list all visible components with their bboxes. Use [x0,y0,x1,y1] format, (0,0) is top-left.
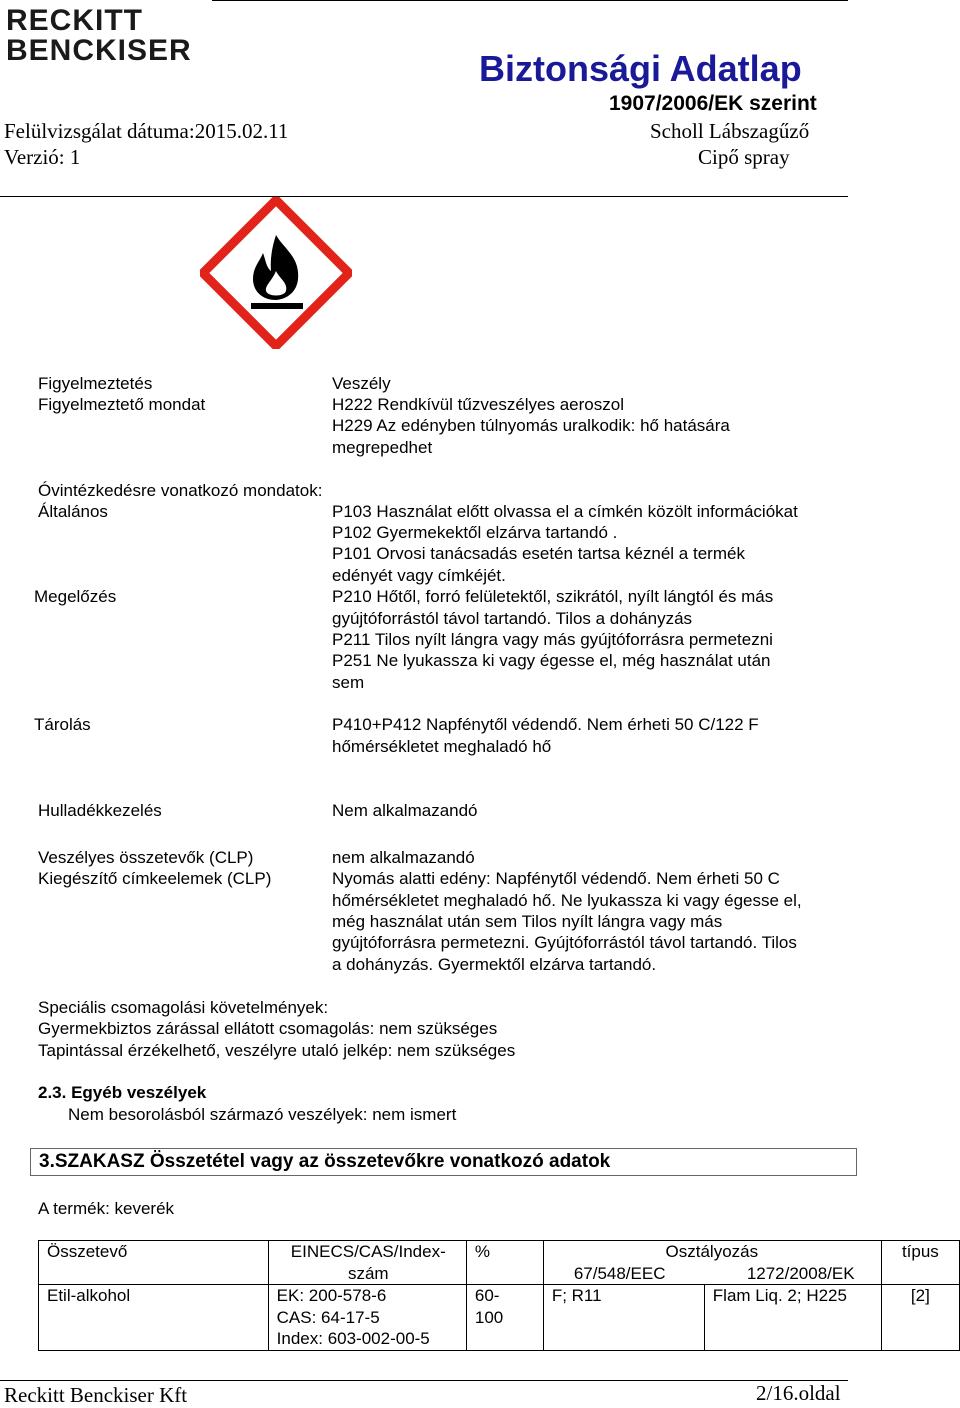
clp-supplementary-line: gyújtóforrásra permetezni. Gyújtóforrástól távol tartandó. Tilos [332,933,797,952]
header-reg: 1272/2008/EK [746,1263,855,1283]
packaging-tactile-warning: Tapintással érzékelhető, veszélyre utaló jelkép: nem szükséges [38,1041,516,1060]
header-type: típus [881,1241,959,1285]
clp-supplementary-line: Nyomás alatti edény: Napfénytől védendő. Nem érheti 50 C [332,869,780,888]
prevention-label: Megelőzés [34,587,117,606]
signal-word-value: Veszély [332,374,391,393]
footer-rule [0,1380,848,1381]
header-ids: EINECS/CAS/Index- szám [268,1241,466,1285]
prevention-line: P211 Tilos nyílt lángra vagy más gyújtóforrásra permetezni [332,630,773,649]
logo-line1: RECKITT [6,4,143,37]
revision-date: Felülvizsgálat dátuma:2015.02.11 [4,119,289,143]
flame-ghs-icon [200,197,352,349]
prevention-line: P251 Ne lyukassza ki vagy égesse el, még használat után [332,651,771,670]
header-bottom-rule [0,196,848,197]
cell-type: [2] [881,1285,959,1351]
cell-ids: EK: 200-578-6 CAS: 64-17-5 Index: 603-002-00-5 [268,1285,466,1351]
waste-label: Hulladékkezelés [38,801,162,820]
header-dir: 67/548/EEC [573,1263,666,1283]
regulation-reference: 1907/2006/EK szerint [609,92,817,115]
clp-hazardous-value: nem alkalmazandó [332,848,475,867]
document-title: Biztonsági Adatlap [479,48,802,89]
version: Verzió: 1 [4,145,81,169]
hazard-statement: H222 Rendkívül tűzveszélyes aeroszol [332,395,624,414]
section3-title: 3.SZAKASZ Összetétel vagy az összetevőkre vonatkozó adatok [39,1151,611,1172]
section3-title-box [30,1148,857,1176]
composition-table [38,1240,960,1351]
packaging-heading: Speciális csomagolási követelmények: [38,998,329,1017]
cell-percent: 60- 100 [466,1285,543,1351]
product-type: A termék: keverék [38,1199,175,1218]
general-line: P102 Gyermekektől elzárva tartandó . [332,523,618,542]
signal-word-label: Figyelmeztetés [38,374,153,393]
company-logo [6,6,192,66]
table-header-row [39,1241,960,1285]
storage-line: P410+P412 Napfénytől védendő. Nem érheti 50 C/122 F [332,715,759,734]
clp-supplementary-label: Kiegészítő címkeelemek (CLP) [38,869,272,888]
cell-component: Etil-alkohol [39,1285,269,1351]
product-name-line2: Cipő spray [698,145,790,169]
storage-line: hőmérsékletet meghaladó hő [332,737,552,756]
footer-company: Reckitt Benckiser Kft [4,1383,188,1407]
clp-supplementary-line: a dohányzás. Gyermektől elzárva tartandó. [332,955,657,974]
footer-page-number: 2/16.oldal [756,1381,841,1405]
header-classification: Osztályozás 67/548/EEC 1272/2008/EK [543,1241,881,1285]
clp-supplementary-line: még használat után sem Tilos nyílt lángra vagy más [332,912,723,931]
cell-reg: Flam Liq. 2; H225 [704,1285,881,1351]
clp-supplementary-line: hőmérsékletet meghaladó hő. Ne lyukassza ki vagy égesse el, [332,891,802,910]
clp-hazardous-label: Veszélyes összetevők (CLP) [38,848,254,867]
precaution-heading: Óvintézkedésre vonatkozó mondatok: [38,481,323,500]
cell-dir: F; R11 [543,1285,704,1351]
header-percent: % [466,1241,543,1285]
other-hazards-heading: 2.3. Egyéb veszélyek [38,1083,207,1102]
prevention-line: sem [332,673,365,692]
other-hazards-text: Nem besorolásból származó veszélyek: nem ismert [68,1105,457,1124]
general-line: P103 Használat előtt olvassa el a címkén közölt információkat [332,502,798,521]
prevention-line: gyújtóforrástól távol tartandó. Tilos a dohányzás [332,609,693,628]
waste-value: Nem alkalmazandó [332,801,478,820]
logo-line2: BENCKISER [6,34,192,67]
hazard-statement-label: Figyelmeztető mondat [38,395,206,414]
header-top-rule [212,0,848,1]
packaging-child-resistant: Gyermekbiztos zárással ellátott csomagolás: nem szükséges [38,1019,498,1038]
storage-label: Tárolás [34,715,91,734]
hazard-statement: H229 Az edényben túlnyomás uralkodik: hő hatására [332,416,730,435]
prevention-line: P210 Hőtől, forró felületektől, szikrától, nyílt lángtól és más [332,587,774,606]
general-line: P101 Orvosi tanácsadás esetén tartsa kéznél a termék [332,544,745,563]
general-label: Általános [38,502,108,521]
hazard-statement: megrepedhet [332,438,433,457]
header-component: Összetevő [39,1241,269,1285]
product-name-line1: Scholl Lábszagűző [650,119,810,143]
general-line: edényét vagy címkéjét. [332,566,506,585]
table-row [39,1285,960,1351]
